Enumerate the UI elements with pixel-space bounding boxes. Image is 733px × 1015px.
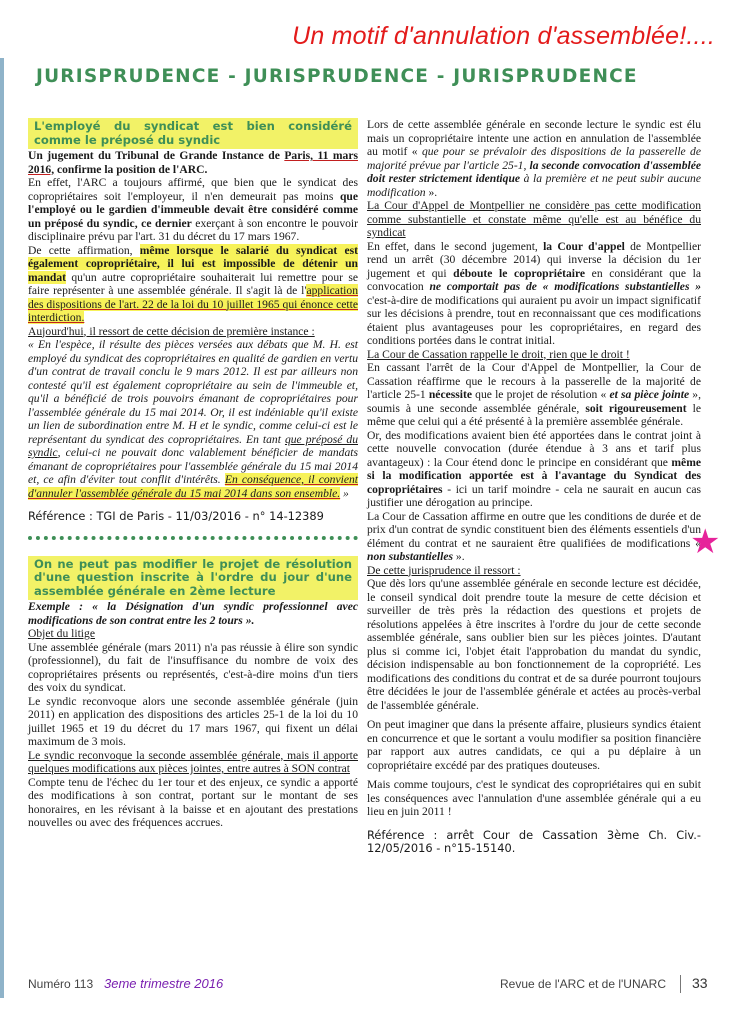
paragraph: Mais comme toujours, c'est le syndicat des copropriétaires qui en subit les conséquences avec l'annulation d'une assemblée générale qui a eu lieu en juin 2011 ! xyxy=(367,778,701,818)
quote: « En l'espèce, il résulte des pièces versées aux débats que M. H. est employé du syndicat des copropriétaires en qualité de gardien en vertu d'un contrat de travail conclu le 9 mars 2012. Il est par ailleurs non contesté qu'il est également copropriétaire au sein de l'immeuble et, qu'il a bénéficié de trois pouvoirs émanant de copropriétaires pour l'assemblée générale du 15 mai 2014. Or, il est indéniable qu'il existe un lien de subordination entre M. H et le syndic, comme celui-ci est le représentant du syndicat des copropriétaires. En tant que préposé du syndic, celui-ci ne pouvait donc valablement bénéficier de mandats émanant de copropriétaires pour l'assemblée générale du 15 mai 2014 et, ce afin d'éviter tout conflit d'intérêts. En conséquence, il convient d'annuler l'assemblée générale du 15 mai 2014 dans son ensemble. » xyxy=(28,338,358,500)
paragraph: Que dès lors qu'une assemblée générale en seconde lecture est décidée, le conseil syndical doit prendre toute la mesure de cette décision et surveiller de très près la rédaction des questions et projets de résolutions appelées à être inscrites à l'ordre du jour de cette seconde assemblée générale, sans oublier bien sur les pièces jointes. D'autant plus si comme ici, l'objet était l'approbation du mandat du syndic, décision indispensable au bon fonctionnement de la copropriété. Les modifications des conditions du contrat et de sa durée pourront toujours être décidées le jour de l'assemblée générale et actées au procès-verbal de l'assemblée générale. xyxy=(367,577,701,712)
footer-quarter: 3eme trimestre 2016 xyxy=(104,976,224,991)
subheading: De cette jurisprudence il ressort : xyxy=(367,563,521,577)
section-heading-1: L'employé du syndicat est bien considéré comme le préposé du syndic xyxy=(28,118,358,149)
section-banner: JURISPRUDENCE - JURISPRUDENCE - JURISPRUDENCE xyxy=(36,66,638,87)
reference-1: Référence : TGI de Paris - 11/03/2016 - n° 14-12389 xyxy=(28,509,324,523)
section-heading-2: On ne peut pas modifier le projet de résolution d'une question inscrite à l'ordre du jour d'une assemblée générale en 2ème lecture xyxy=(28,556,358,601)
paragraph: La Cour de Cassation affirme en outre que les conditions de durée et de prix d'un contrat de syndic constituent bien des éléments essentiels d'un élément du contrat et ne sauraient être qualifiées de modifications « non substantielles ». xyxy=(367,509,701,563)
paragraph: En cassant l'arrêt de la Cour d'Appel de Montpellier, la Cour de Cassation réaffirme que le recours à la passerelle de la majorité de l'article 25-1 nécessite que le projet de résolution « et sa pièce jointe », soumis à une seconde assemblée générale, soit rigoureusement le même que celui qui a été présenté à la première assemblée générale. xyxy=(367,361,702,428)
paragraph: Aujourd'hui, il ressort de cette décision de première instance : xyxy=(28,324,315,338)
paragraph: En effet, l'ARC a toujours affirmé, que bien que le syndicat des copropriétaires soit l'employeur, il n'en demeurait pas moins que l'employé ou le gardien d'immeuble devait être considéré comme un préposé du syndic, ce dernier exerçant à son encontre le pouvoir disciplinaire prévu par l'art. 31 du décret du 17 mars 1967. xyxy=(28,176,358,243)
reference-2: Référence : arrêt Cour de Cassation 3ème Ch. Civ.- 12/05/2016 - n°15-15140. xyxy=(367,827,701,855)
subheading: Objet du litige xyxy=(28,627,95,640)
paragraph: Lors de cette assemblée générale en seconde lecture le syndic est élu mais un copropriétaire intente une action en annulation de l'assemblée au motif « que pour se prévaloir des dispositions de la passerelle de majorité prévue par l'article 25-1, la seconde convocation d'assemblée doit rester strictement identique à la première et ne peut subir aucune modification ». xyxy=(367,118,701,199)
paragraph-intro: Un jugement du Tribunal de Grande Instance de Paris, 11 mars 2016, confirme la position de l'ARC. xyxy=(28,149,358,176)
footer-revue: Revue de l'ARC et de l'UNARC xyxy=(500,977,666,991)
footer-issue: Numéro 113 xyxy=(28,977,94,991)
example: Exemple : « la Désignation d'un syndic professionnel avec modifications de son contrat entre les 2 tours ». xyxy=(28,600,358,627)
paragraph: Le syndic reconvoque alors une seconde assemblée générale (juin 2011) en application des dispositions des articles 25-1 de la loi du 10 juillet 1965 et 19 du décret du 17 mars 1967, qui fixent un délai maximum de 3 mois. xyxy=(28,694,358,748)
subheading: La Cour d'Appel de Montpellier ne considère pas cette modification comme substantielle et constate même qu'elle est au bénéfice du syndicat xyxy=(367,199,701,239)
footer-divider xyxy=(680,975,681,993)
dotted-separator xyxy=(28,536,358,540)
paragraph: De cette affirmation, même lorsque le salarié du syndicat est également copropriétaire, il lui est impossible de détenir un mandat qu'un autre copropriétaire souhaiterait lui remettre pour se faire représenter à une assemblée générale. Il s'agit là de l'application des dispositions de l'art. 22 de la loi du 10 juillet 1965 qui énonce cette interdiction. xyxy=(28,243,358,324)
page-headline: Un motif d'annulation d'assemblée!.... xyxy=(292,22,715,50)
star-icon: ★ xyxy=(690,524,721,561)
paragraph: Le syndic reconvoque la seconde assemblée générale, mais il apporte quelques modifications aux pièces jointes, entre autres à SON contrat xyxy=(28,748,358,775)
paragraph: En effet, dans le second jugement, la Cour d'appel de Montpellier rend un arrêt (30 décembre 2014) qui inverse la décision du 1er jugement et qui déboute le copropriétaire en considérant que la convocation ne comportait pas de « modifications substantielles » c'est-à-dire de modifications qui auraient pu avoir un impact significatif sur les décisions à prendre, tout en reconnaissant que ces modifications étaient plus avantageuses pour les copropriétaires, en regard des conditions portées dans le contrat initial. xyxy=(367,239,702,347)
right-column xyxy=(367,118,701,864)
paragraph: Compte tenu de l'échec du 1er tour et des enjeux, ce syndic a apporté des modifications à son contrat, portant sur le montant de ses honoraires, en les révisant à la baisse et en ajoutant des prestations nouvelles ou avec des fréquences accrues. xyxy=(28,775,358,829)
paragraph: Une assemblée générale (mars 2011) n'a pas réussie à élire son syndic (professionnel), du fait de l'insuffisance du nombre de voix des copropriétaires présents ou représentés, c'est-à-dire moins d'un tiers des voix du syndicat. xyxy=(28,640,358,694)
paragraph: On peut imaginer que dans la présente affaire, plusieurs syndics étaient en concurrence et que le sortant a voulu modifier sa position financière par rapport aux autres candidats, ce qui a pu déplaire à un copropriétaire excédé par des pratiques douteuses. xyxy=(367,718,701,772)
subheading: La Cour de Cassation rappelle le droit, rien que le droit ! xyxy=(367,347,630,361)
paragraph: Or, des modifications avaient bien été apportées dans le contrat joint à cette nouvelle convocation (durée étendue à 3 ans et tarif plus avantageux) : la Cour étend donc le principe en considérant que même si la modification apportée est à l'avantage du Syndicat des copropriétaires - ici un tarif moindre - cela ne saurait en aucun cas justifier une dérogation au principe. xyxy=(367,428,701,509)
left-edge-bar xyxy=(0,58,4,998)
left-column xyxy=(28,118,358,830)
page-number: 33 xyxy=(692,975,708,991)
